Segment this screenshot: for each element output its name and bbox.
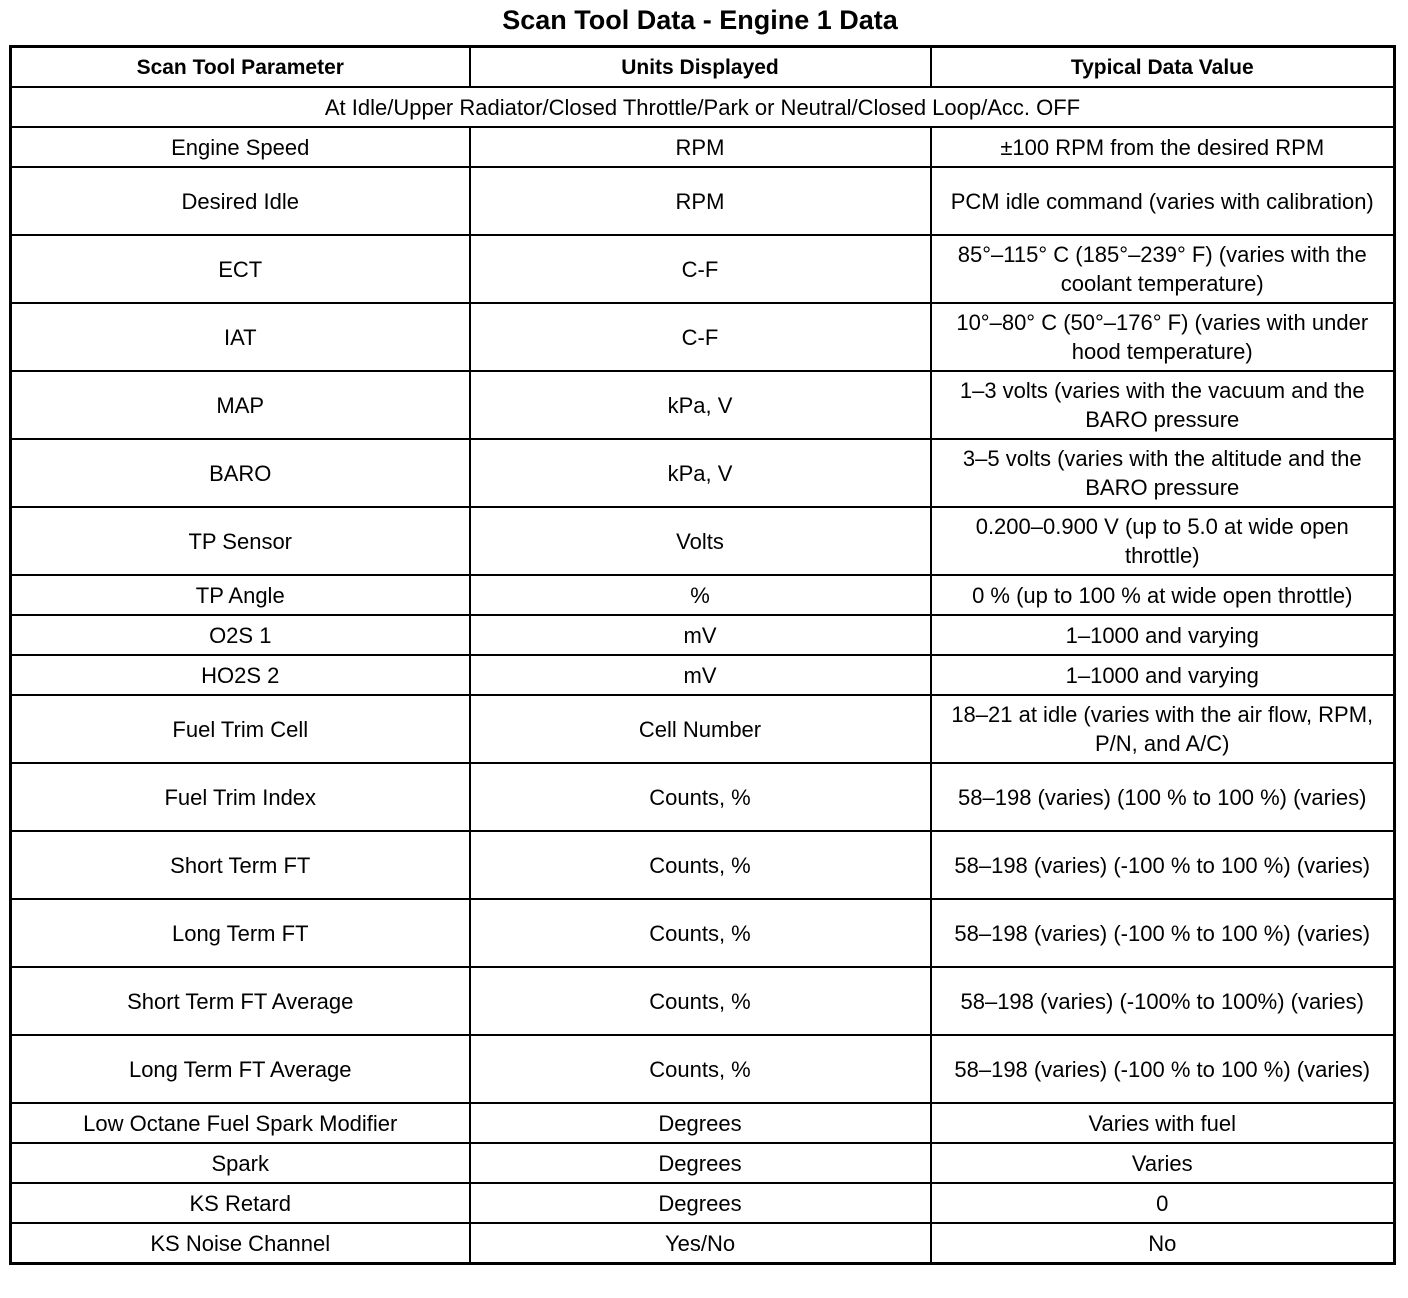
parameter-cell: Short Term FT (11, 831, 470, 899)
value-cell: 0 % (up to 100 % at wide open throttle) (931, 575, 1395, 615)
units-cell: Counts, % (470, 967, 931, 1035)
units-cell: Cell Number (470, 695, 931, 763)
parameter-cell: Short Term FT Average (11, 967, 470, 1035)
table-row (11, 1143, 1395, 1183)
value-cell: 58–198 (varies) (-100% to 100%) (varies) (931, 967, 1395, 1035)
units-cell: C-F (470, 303, 931, 371)
units-cell: RPM (470, 127, 931, 167)
parameter-cell: Spark (11, 1143, 470, 1183)
parameter-cell: Long Term FT Average (11, 1035, 470, 1103)
value-cell: Varies (931, 1143, 1395, 1183)
table-row (11, 655, 1395, 695)
units-cell: Counts, % (470, 763, 931, 831)
parameter-cell: KS Retard (11, 1183, 470, 1223)
units-cell: C-F (470, 235, 931, 303)
value-cell: 1–3 volts (varies with the vacuum and the BARO pressure (931, 371, 1395, 439)
value-cell: 58–198 (varies) (100 % to 100 %) (varies) (931, 763, 1395, 831)
value-cell: 58–198 (varies) (-100 % to 100 %) (varies) (931, 899, 1395, 967)
value-cell: 3–5 volts (varies with the altitude and the BARO pressure (931, 439, 1395, 507)
table-row (11, 615, 1395, 655)
value-cell: Varies with fuel (931, 1103, 1395, 1143)
units-cell: kPa, V (470, 371, 931, 439)
parameter-cell: TP Sensor (11, 507, 470, 575)
value-cell: 58–198 (varies) (-100 % to 100 %) (varies) (931, 1035, 1395, 1103)
column-header-parameter: Scan Tool Parameter (11, 47, 470, 88)
page-title: Scan Tool Data - Engine 1 Data (502, 5, 898, 35)
units-cell: kPa, V (470, 439, 931, 507)
value-cell: 1–1000 and varying (931, 655, 1395, 695)
units-cell: Degrees (470, 1183, 931, 1223)
units-cell: RPM (470, 167, 931, 235)
column-header-units: Units Displayed (470, 47, 931, 88)
table-row (11, 831, 1395, 899)
parameter-cell: Long Term FT (11, 899, 470, 967)
header-row (11, 47, 1395, 88)
value-cell: 58–198 (varies) (-100 % to 100 %) (varies) (931, 831, 1395, 899)
table-row (11, 127, 1395, 167)
units-cell: Volts (470, 507, 931, 575)
table-row (11, 1035, 1395, 1103)
parameter-cell: Fuel Trim Cell (11, 695, 470, 763)
value-cell: 1–1000 and varying (931, 615, 1395, 655)
value-cell: 10°–80° C (50°–176° F) (varies with under hood temperature) (931, 303, 1395, 371)
units-cell: Yes/No (470, 1223, 931, 1264)
parameter-cell: MAP (11, 371, 470, 439)
parameter-cell: TP Angle (11, 575, 470, 615)
value-cell: 0 (931, 1183, 1395, 1223)
column-header-value: Typical Data Value (931, 47, 1395, 88)
table-row (11, 167, 1395, 235)
parameter-cell: ECT (11, 235, 470, 303)
units-cell: % (470, 575, 931, 615)
value-cell: No (931, 1223, 1395, 1264)
value-cell: ±100 RPM from the desired RPM (931, 127, 1395, 167)
table-row (11, 371, 1395, 439)
parameter-cell: KS Noise Channel (11, 1223, 470, 1264)
table-row (11, 1183, 1395, 1223)
table-row (11, 575, 1395, 615)
parameter-cell: HO2S 2 (11, 655, 470, 695)
parameter-cell: O2S 1 (11, 615, 470, 655)
condition-row (11, 87, 1395, 127)
table-row (11, 303, 1395, 371)
parameter-cell: Desired Idle (11, 167, 470, 235)
table-row (11, 763, 1395, 831)
parameter-cell: Engine Speed (11, 127, 470, 167)
units-cell: mV (470, 615, 931, 655)
value-cell: 85°–115° C (185°–239° F) (varies with the coolant temperature) (931, 235, 1395, 303)
units-cell: Counts, % (470, 899, 931, 967)
units-cell: Counts, % (470, 831, 931, 899)
value-cell: 0.200–0.900 V (up to 5.0 at wide open throttle) (931, 507, 1395, 575)
parameter-cell: Fuel Trim Index (11, 763, 470, 831)
scan-tool-data-table (9, 45, 1396, 1265)
parameter-cell: Low Octane Fuel Spark Modifier (11, 1103, 470, 1143)
parameter-cell: BARO (11, 439, 470, 507)
table-row (11, 1223, 1395, 1264)
table-row (11, 695, 1395, 763)
units-cell: Degrees (470, 1143, 931, 1183)
condition-text: At Idle/Upper Radiator/Closed Throttle/Park or Neutral/Closed Loop/Acc. OFF (11, 87, 1395, 127)
table-row (11, 899, 1395, 967)
units-cell: Degrees (470, 1103, 931, 1143)
table-row (11, 507, 1395, 575)
table-row (11, 235, 1395, 303)
units-cell: Counts, % (470, 1035, 931, 1103)
table-row (11, 967, 1395, 1035)
value-cell: PCM idle command (varies with calibration) (931, 167, 1395, 235)
table-row (11, 439, 1395, 507)
table-row (11, 1103, 1395, 1143)
parameter-cell: IAT (11, 303, 470, 371)
value-cell: 18–21 at idle (varies with the air flow, RPM, P/N, and A/C) (931, 695, 1395, 763)
units-cell: mV (470, 655, 931, 695)
